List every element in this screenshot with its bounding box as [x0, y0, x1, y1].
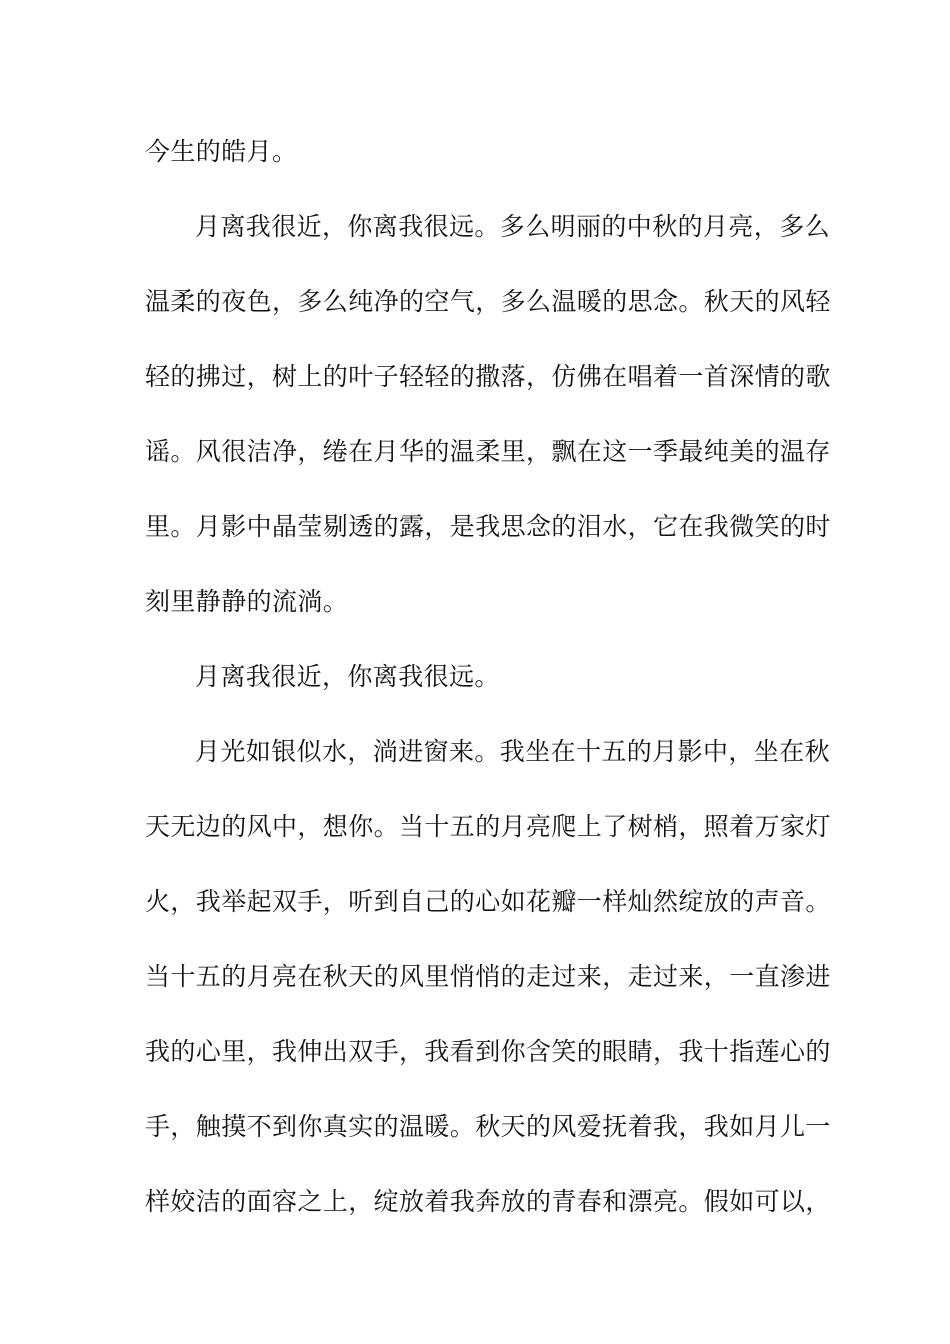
text-line: 谣。风很洁净，绻在月华的温柔里，飘在这一季最纯美的温存: [145, 437, 831, 466]
text-line: 天无边的风中，想你。当十五的月亮爬上了树梢，照着万家灯: [145, 812, 831, 841]
text-line: 样姣洁的面容之上，绽放着我奔放的青春和漂亮。假如可以，: [145, 1187, 831, 1216]
text-line: 轻的拂过，树上的叶子轻轻的撒落，仿佛在唱着一首深情的歌: [145, 362, 831, 391]
text-line: 当十五的月亮在秋天的风里悄悄的走过来，走过来，一直渗进: [145, 962, 831, 991]
text-line: 手，触摸不到你真实的温暖。秋天的风爱抚着我，我如月儿一: [145, 1112, 831, 1141]
paragraph-start-line: 月离我很近，你离我很远。: [195, 662, 500, 691]
text-line: 里。月影中晶莹剔透的露，是我思念的泪水，它在我微笑的时: [145, 512, 831, 541]
text-line: 今生的皓月。: [145, 137, 298, 166]
text-line: 温柔的夜色，多么纯净的空气，多么温暖的思念。秋天的风轻: [145, 287, 831, 316]
paragraph-start-line: 月离我很近，你离我很远。多么明丽的中秋的月亮，多么: [195, 212, 831, 241]
text-line: 我的心里，我伸出双手，我看到你含笑的眼睛，我十指莲心的: [145, 1037, 831, 1066]
text-line: 火，我举起双手，听到自己的心如花瓣一样灿然绽放的声音。: [145, 887, 831, 916]
paragraph-start-line: 月光如银似水，淌进窗来。我坐在十五的月影中，坐在秋: [195, 737, 831, 766]
text-line: 刻里静静的流淌。: [145, 587, 349, 616]
